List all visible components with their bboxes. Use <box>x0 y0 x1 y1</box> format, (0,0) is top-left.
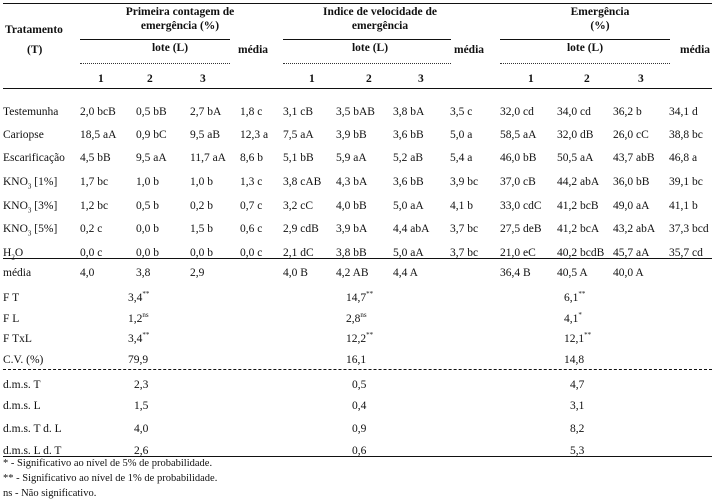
group3-lote-label: lote (L) <box>566 42 604 54</box>
table-cell: 0,0 b <box>136 247 159 259</box>
dms-value: 0,9 <box>352 423 367 435</box>
table-cell: 8,6 b <box>240 152 263 164</box>
stat-label: F T <box>3 292 20 304</box>
table-cell: 0,9 bC <box>136 129 167 141</box>
table-cell: 2,0 bcB <box>80 106 116 118</box>
table-cell: 3,8 bB <box>336 247 367 259</box>
table-cell: 5,0 aA <box>393 247 424 259</box>
media-cell: 36,4 B <box>500 267 531 279</box>
table-cell: 7,5 aA <box>283 129 314 141</box>
table-cell: 1,7 bc <box>80 176 109 188</box>
stat-label: F L <box>3 313 20 325</box>
dms-value: 0,4 <box>352 400 367 412</box>
table-cell: 0,2 c <box>80 223 103 235</box>
table-cell: 3,5 c <box>450 106 473 118</box>
group2-title-line2: emergência <box>351 20 409 32</box>
stat-value: 16,1 <box>346 354 367 366</box>
table-cell: 12,3 a <box>240 129 269 141</box>
row-label: $H_2O$ <box>3 247 24 262</box>
media-cell: 4,0 <box>80 267 95 279</box>
table-cell: 39,1 bc <box>669 176 703 188</box>
row-label: $KNO_3$ [5%] <box>3 223 58 238</box>
stat-label: C.V. (%) <box>3 354 44 366</box>
dms-value: 1,5 <box>134 400 149 412</box>
table-cell: 2,1 dC <box>283 247 314 259</box>
table-cell: 41,1 b <box>669 200 698 212</box>
table-cell: 3,9 bB <box>336 129 367 141</box>
group2-lote-label: lote (L) <box>351 42 389 54</box>
media-cell: 2,9 <box>190 267 205 279</box>
table-cell: 45,7 aA <box>613 247 650 259</box>
table-cell: 36,2 b <box>613 106 642 118</box>
table-cell: 58,5 aA <box>500 129 537 141</box>
row-label: $KNO_3$ [3%] <box>3 200 58 215</box>
row-label: Cariopse <box>3 129 44 141</box>
stat-value: 3,4** <box>128 290 150 304</box>
table-cell: 3,5 bAB <box>336 106 375 118</box>
media-row-label: média <box>3 267 32 279</box>
table-cell: 3,2 cC <box>283 200 314 212</box>
table-cell: 0,2 b <box>190 200 213 212</box>
dms-value: 5,3 <box>570 445 585 457</box>
dms-value: 4,7 <box>570 379 585 391</box>
table-cell: 5,2 aB <box>393 152 424 164</box>
dms-label: d.m.s. L d. T <box>3 445 62 457</box>
table-cell: 4,1 b <box>450 200 473 212</box>
table-cell: 26,0 cC <box>613 129 649 141</box>
table-cell: 36,0 bB <box>613 176 650 188</box>
media-cell: 3,8 <box>136 267 151 279</box>
dms-value: 2,3 <box>134 379 149 391</box>
table-cell: 37,3 bcd <box>669 223 709 235</box>
table-cell: 4,4 abA <box>393 223 430 235</box>
table-cell: 3,8 bA <box>393 106 425 118</box>
table-cell: 3,6 bB <box>393 129 424 141</box>
dms-label: d.m.s. T <box>3 379 41 391</box>
header-tratamento: Tratamento <box>5 24 63 36</box>
table-cell: 1,3 c <box>240 176 263 188</box>
dms-value: 8,2 <box>570 423 585 435</box>
table-cell: 21,0 eC <box>500 247 536 259</box>
header-bottom-rule <box>3 88 712 89</box>
table-cell: 41,2 bcA <box>557 223 600 235</box>
table-cell: 11,7 aA <box>190 152 226 164</box>
stat-value: $2,8^{ns}$ <box>346 311 367 325</box>
table-cell: 1,0 b <box>136 176 159 188</box>
group1-lot-1: 1 <box>98 73 104 85</box>
top-rule <box>3 3 712 4</box>
table-cell: 5,0 a <box>450 129 473 141</box>
group1-title-line2: emergência (%) <box>140 20 220 32</box>
table-cell: 46,8 a <box>669 152 698 164</box>
table-cell: 4,3 bA <box>336 176 368 188</box>
media-cell: 40,5 A <box>557 267 588 279</box>
table-cell: 9,5 aA <box>136 152 167 164</box>
table-cell: 3,9 bA <box>336 223 368 235</box>
dms-label: d.m.s. L <box>3 400 41 412</box>
table-cell: 34,0 cd <box>557 106 591 118</box>
group1-lot-3: 3 <box>200 73 206 85</box>
stat-value: 79,9 <box>128 354 149 366</box>
table-cell: 46,0 bB <box>500 152 537 164</box>
stat-label: F TxL <box>3 333 32 345</box>
table-cell: 3,7 bc <box>450 223 479 235</box>
group2-lot-2: 2 <box>366 73 372 85</box>
row-label: Testemunha <box>3 106 59 118</box>
group1-underline <box>80 39 230 40</box>
group2-lot-1: 1 <box>309 73 315 85</box>
table-cell: 0,5 bB <box>136 106 167 118</box>
dms-value: 3,1 <box>570 400 585 412</box>
table-cell: 1,5 b <box>190 223 213 235</box>
footnote-line: ** - Significativo ao nível de 1% de probabilidade. <box>3 473 218 484</box>
stat-value: 6,1** <box>564 290 586 304</box>
table-cell: 2,9 cdB <box>283 223 319 235</box>
table-cell: 0,0 b <box>190 247 213 259</box>
stat-value: 12,2** <box>346 331 374 345</box>
stat-value: 3,4** <box>128 331 150 345</box>
table-cell: 9,5 aB <box>190 129 221 141</box>
dms-value: 2,6 <box>134 445 149 457</box>
table-cell: 27,5 deB <box>500 223 542 235</box>
table-cell: 43,2 abA <box>613 223 656 235</box>
group2-underline <box>283 39 451 40</box>
dms-label: d.m.s. T d. L <box>3 423 62 435</box>
table-cell: 0,6 c <box>240 223 263 235</box>
dms-value: 4,0 <box>134 423 149 435</box>
table-cell: 37,0 cB <box>500 176 536 188</box>
table-cell: 5,1 bB <box>283 152 314 164</box>
stat-value: 4,1* <box>564 311 582 325</box>
table-cell: 2,7 bA <box>190 106 222 118</box>
table-cell: 3,1 cB <box>283 106 314 118</box>
group1-title-line1: Primeira contagem de <box>125 6 235 18</box>
group1-lot-2: 2 <box>147 73 153 85</box>
table-cell: 33,0 cdC <box>500 200 542 212</box>
table-cell: 49,0 aA <box>613 200 650 212</box>
table-cell: 41,2 bcB <box>557 200 599 212</box>
group3-lot-3: 3 <box>638 73 644 85</box>
table-cell: 4,5 bB <box>80 152 111 164</box>
table-cell: 18,5 aA <box>80 129 117 141</box>
table-cell: 32,0 dB <box>557 129 594 141</box>
table-cell: 34,1 d <box>669 106 698 118</box>
stat-value: $1,2^{ns}$ <box>128 311 149 325</box>
group2-lot-3: 3 <box>418 73 424 85</box>
table-cell: 0,0 c <box>240 247 263 259</box>
group3-media-label: média <box>680 44 711 56</box>
group3-lot-2: 2 <box>584 73 590 85</box>
table-cell: 4,0 bB <box>336 200 367 212</box>
group1-media-label: média <box>238 44 269 56</box>
table-cell: 1,8 c <box>240 106 263 118</box>
media-cell: 4,2 AB <box>336 267 369 279</box>
group3-title-line2: (%) <box>590 20 610 32</box>
stats-dashed-rule <box>3 369 712 370</box>
group3-lot-dots <box>500 63 670 64</box>
table-cell: 35,7 cd <box>669 247 703 259</box>
table-cell: 1,2 bc <box>80 200 109 212</box>
group3-lot-1: 1 <box>528 73 534 85</box>
stat-value: 14,7** <box>346 290 374 304</box>
table-cell: 3,8 cAB <box>283 176 322 188</box>
table-cell: 3,6 bB <box>393 176 424 188</box>
group1-lot-dots <box>80 63 230 64</box>
row-label: $KNO_3$ [1%] <box>3 176 58 191</box>
table-cell: 43,7 abB <box>613 152 655 164</box>
stat-value: 12,1** <box>564 331 592 345</box>
table-cell: 5,0 aA <box>393 200 424 212</box>
table-cell: 5,9 aA <box>336 152 367 164</box>
table-cell: 38,8 bc <box>669 129 703 141</box>
footnote-line: * - Significativo ao nível de 5% de probabilidade. <box>3 458 213 469</box>
media-cell: 4,0 B <box>283 267 308 279</box>
table-cell: 44,2 abA <box>557 176 600 188</box>
table-cell: 3,7 bc <box>450 247 479 259</box>
group3-title-line1: Emergência <box>570 6 630 18</box>
group2-media-label: média <box>454 44 485 56</box>
dms-value: 0,5 <box>352 379 367 391</box>
table-cell: 1,0 b <box>190 176 213 188</box>
footnote-line: ns - Não significativo. <box>3 488 97 499</box>
group2-lot-dots <box>283 63 451 64</box>
table-cell: 0,0 b <box>136 223 159 235</box>
header-t-code: (T) <box>27 44 43 56</box>
table-cell: 5,4 a <box>450 152 473 164</box>
table-cell: 0,7 c <box>240 200 263 212</box>
table-cell: 0,5 b <box>136 200 159 212</box>
media-cell: 4,4 A <box>393 267 418 279</box>
table-cell: 3,9 bc <box>450 176 479 188</box>
table-cell: 50,5 aA <box>557 152 594 164</box>
group1-lote-label: lote (L) <box>151 42 189 54</box>
table-cell: 0,0 c <box>80 247 103 259</box>
table-cell: 32,0 cd <box>500 106 534 118</box>
table-cell: 40,2 bcdB <box>557 247 605 259</box>
dms-value: 0,6 <box>352 445 367 457</box>
media-cell: 40,0 A <box>613 267 644 279</box>
group2-title-line1: Indice de velocidade de <box>322 6 438 18</box>
group3-underline <box>500 39 670 40</box>
stat-value: 14,8 <box>564 354 585 366</box>
row-label: Escarificação <box>3 152 65 164</box>
